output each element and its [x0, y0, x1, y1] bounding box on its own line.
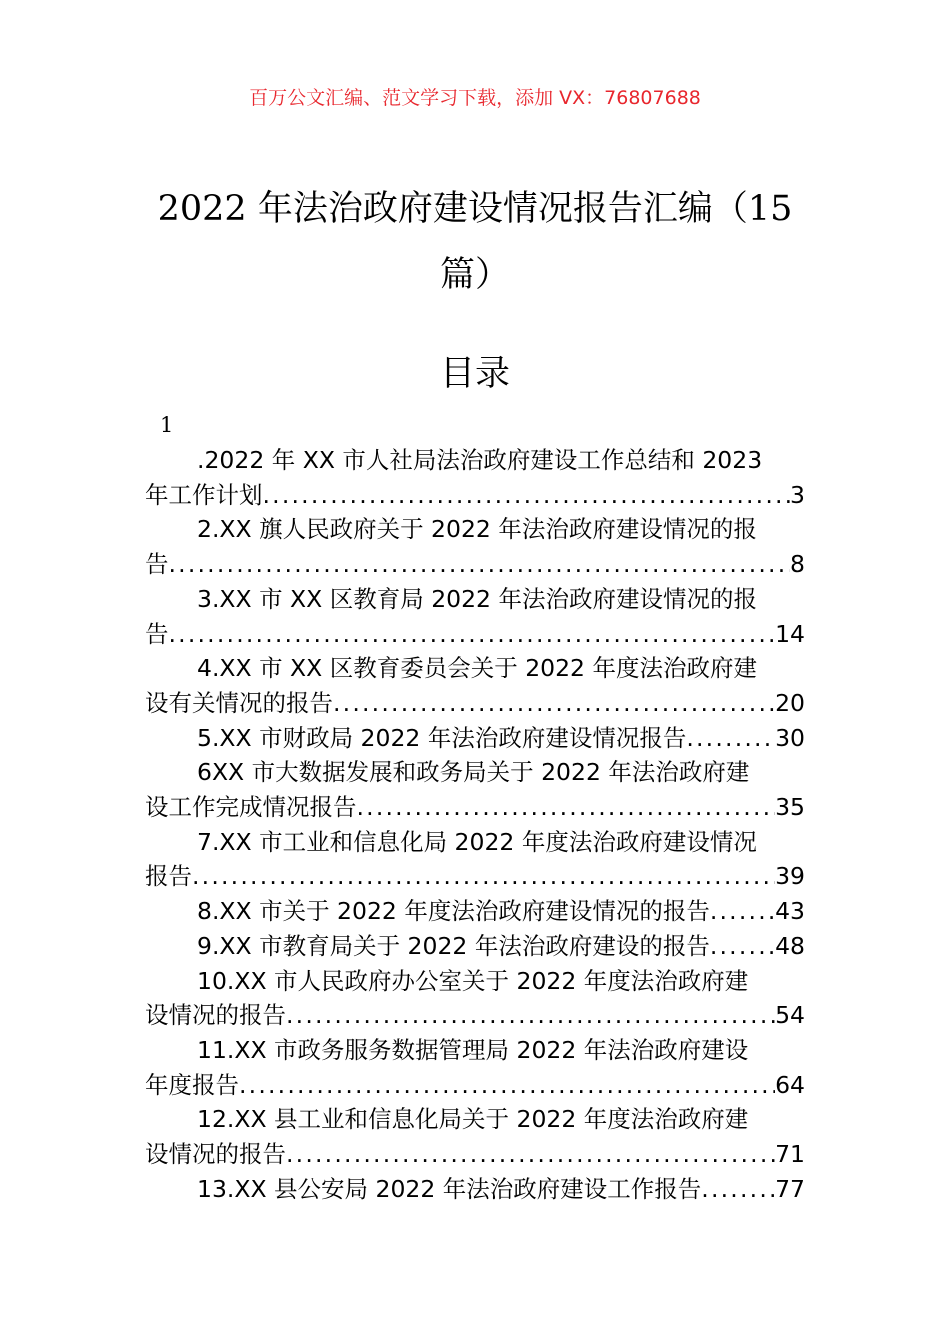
- title-count: 15: [747, 189, 793, 229]
- toc-entry-second-line: [145, 478, 805, 513]
- dot-leader: [686, 721, 775, 756]
- toc-page-number: 3: [790, 480, 805, 509]
- toc-page-number: 54: [775, 1001, 805, 1030]
- toc-page-number: 43: [775, 897, 805, 926]
- toc-entry-second-line: [145, 998, 805, 1033]
- dot-leader: [286, 998, 775, 1033]
- toc-entry[interactable]: [145, 512, 805, 581]
- toc-entry-continuation: 设情况的报告: [145, 1140, 286, 1169]
- toc-entry-second-line: [145, 859, 805, 894]
- toc-entry[interactable]: [145, 825, 805, 894]
- toc-entry-first-line: 3.XX 市 XX 区教育局 2022 年法治政府建设情况的报: [197, 584, 757, 613]
- toc-entry-single-line: [197, 1172, 805, 1207]
- toc-page-number: 64: [775, 1070, 805, 1099]
- toc-entry-continuation: 告: [145, 619, 169, 648]
- dot-leader: [286, 1137, 775, 1172]
- toc-entry[interactable]: [145, 1172, 805, 1207]
- toc-heading: 目录: [439, 354, 510, 394]
- stray-page-number: 1: [160, 413, 174, 437]
- dot-leader: [710, 929, 775, 964]
- toc-entry-first-line: 7.XX 市工业和信息化局 2022 年度法治政府建设情况: [197, 827, 757, 856]
- toc-entry-first-line: 6XX 市大数据发展和政务局关于 2022 年法治政府建: [197, 758, 750, 787]
- title-text: 年法治政府建设情况报告汇编（: [246, 189, 748, 229]
- toc-page-number: 71: [775, 1140, 805, 1169]
- toc-page-number: 48: [775, 931, 805, 960]
- toc-entry[interactable]: [145, 929, 805, 964]
- toc-entry-second-line: [145, 790, 805, 825]
- dot-leader: [239, 1068, 775, 1103]
- toc-entry-title: 5.XX 市财政局 2022 年法治政府建设情况报告: [197, 723, 687, 752]
- toc-page-number: 8: [790, 550, 805, 579]
- toc-entry-title: 8.XX 市关于 2022 年度法治政府建设情况的报告: [197, 897, 710, 926]
- dot-leader: [263, 478, 791, 513]
- dot-leader: [357, 790, 776, 825]
- toc-entry-second-line: [145, 686, 805, 721]
- dot-leader: [333, 686, 775, 721]
- dot-leader: [710, 894, 775, 929]
- title-end: 篇）: [439, 255, 510, 295]
- toc-entry-first-line: .2022 年 XX 市人社局法治政府建设工作总结和 2023: [197, 446, 763, 474]
- toc-entry-first-line: 12.XX 县工业和信息化局关于 2022 年度法治政府建: [197, 1105, 749, 1134]
- toc-entry-first-line: 10.XX 市人民政府办公室关于 2022 年度法治政府建: [197, 966, 749, 995]
- toc-entry-title: 9.XX 市教育局关于 2022 年法治政府建设的报告: [197, 931, 710, 960]
- toc-entry[interactable]: [145, 755, 805, 824]
- toc-entry-second-line: [145, 1068, 805, 1103]
- toc-entry-first-line: 4.XX 市 XX 区教育委员会关于 2022 年度法治政府建: [197, 654, 757, 683]
- toc-entry-first-line: 2.XX 旗人民政府关于 2022 年法治政府建设情况的报: [197, 515, 757, 544]
- title-year: 2022: [157, 189, 247, 229]
- dot-leader: [701, 1172, 775, 1207]
- toc-entry[interactable]: [145, 894, 805, 929]
- toc-page-number: 39: [775, 862, 805, 891]
- dot-leader: [192, 859, 775, 894]
- table-of-contents: [145, 443, 805, 1206]
- toc-entry[interactable]: [145, 964, 805, 1033]
- toc-entry-continuation: 设有关情况的报告: [145, 688, 333, 717]
- toc-entry[interactable]: [145, 1102, 805, 1171]
- toc-entry[interactable]: [145, 443, 805, 512]
- toc-entry-single-line: [197, 929, 805, 964]
- toc-entry-continuation: 告: [145, 550, 169, 579]
- toc-entry-first-line: 11.XX 市政务服务数据管理局 2022 年法治政府建设: [197, 1035, 749, 1064]
- toc-entry[interactable]: [145, 721, 805, 756]
- toc-entry-continuation: 设情况的报告: [145, 1001, 286, 1030]
- toc-page-number: 14: [775, 619, 805, 648]
- toc-entry[interactable]: [145, 582, 805, 651]
- toc-entry-single-line: [197, 894, 805, 929]
- dot-leader: [169, 547, 791, 582]
- toc-page-number: 77: [775, 1174, 805, 1203]
- dot-leader: [169, 617, 776, 652]
- toc-entry-single-line: [197, 721, 805, 756]
- toc-entry-continuation: 报告: [145, 862, 192, 891]
- toc-page-number: 35: [775, 793, 805, 822]
- toc-entry[interactable]: [145, 1033, 805, 1102]
- toc-page-number: 20: [775, 688, 805, 717]
- toc-entry-continuation: 设工作完成情况报告: [145, 793, 357, 822]
- download-banner: 百万公文汇编、范文学习下载，添加 VX：76807688: [249, 87, 701, 109]
- toc-entry-continuation: 年工作计划: [145, 480, 263, 509]
- toc-entry-title: 13.XX 县公安局 2022 年法治政府建设工作报告: [197, 1174, 702, 1203]
- document-title: [140, 176, 810, 308]
- toc-entry-continuation: 年度报告: [145, 1070, 239, 1099]
- toc-entry-second-line: [145, 547, 805, 582]
- toc-entry[interactable]: [145, 651, 805, 720]
- toc-page-number: 30: [775, 723, 805, 752]
- toc-entry-second-line: [145, 1137, 805, 1172]
- toc-entry-second-line: [145, 617, 805, 652]
